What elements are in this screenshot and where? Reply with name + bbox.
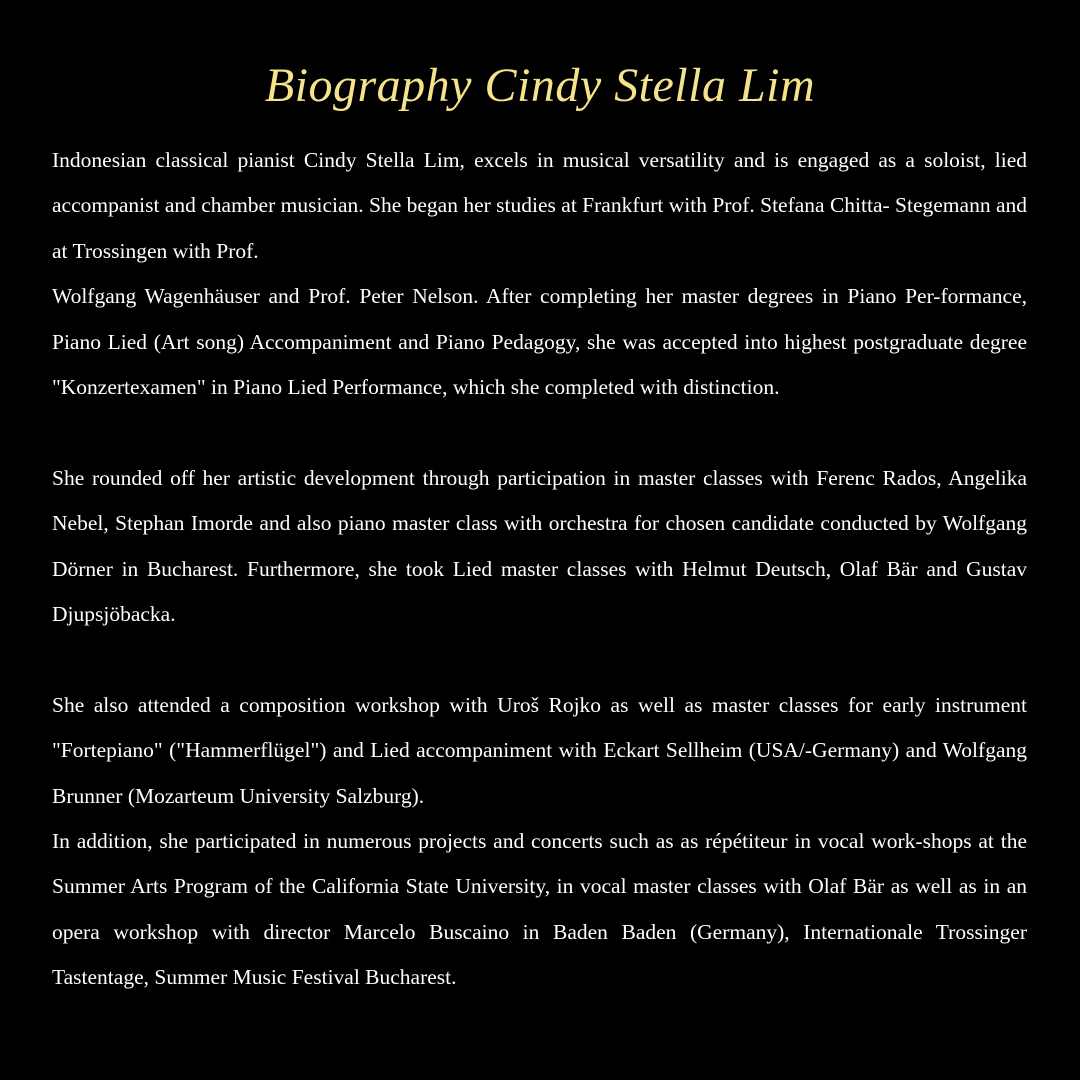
- paragraph-spacer: [52, 637, 1027, 682]
- paragraph-spacer: [52, 410, 1027, 455]
- biography-text: [52, 138, 1027, 1001]
- paragraph-projects: In addition, she participated in numerous projects and concerts such as as répétiteur in vocal work-shops at the Summer Arts Program of the California State University, in vocal master classes with Olaf Bär as well as in an opera workshop with director Marcelo Buscaino in Baden Baden (Germany), Internationale Trossinger Tastentage, Summer Music Festival Bucharest.: [52, 829, 1027, 990]
- paragraph-studies-intro: Indonesian classical pianist Cindy Stella Lim, excels in musical versatility and is engaged as a soloist, lied accompanist and chamber musician. She began her studies at Frankfurt with Prof. Stefana Chitta- Stegemann and at Trossingen with Prof.: [52, 148, 1027, 263]
- paragraph-workshops: She also attended a composition workshop with Uroš Rojko as well as master classes for early instrument "Fortepiano" ("Hammerflügel") and Lied accompaniment with Eckart Sellheim (USA/-Germany) and Wolfgang Brunner (Mozarteum University Salzburg).: [52, 692, 1027, 808]
- paragraph-degrees: Wolfgang Wagenhäuser and Prof. Peter Nelson. After completing her master degrees in Piano Per-formance, Piano Lied (Art song) Accompaniment and Piano Pedagogy, she was accepted into highest postgraduate degree "Konzertexamen" in Piano Lied Performance, which she completed with distinction.: [52, 284, 1027, 400]
- page-title: Biography Cindy Stella Lim: [264, 59, 816, 112]
- paragraph-master-classes: She rounded off her artistic development through participation in master classes with Ferenc Rados, Angelika Nebel, Stephan Imorde and also piano master class with orchestra for chosen candidate conducted by Wolfgang Dörner in Bucharest. Furthermore, she took Lied master classes with Helmut Deutsch, Olaf Bär and Gustav Djupsjöbacka.: [52, 465, 1027, 627]
